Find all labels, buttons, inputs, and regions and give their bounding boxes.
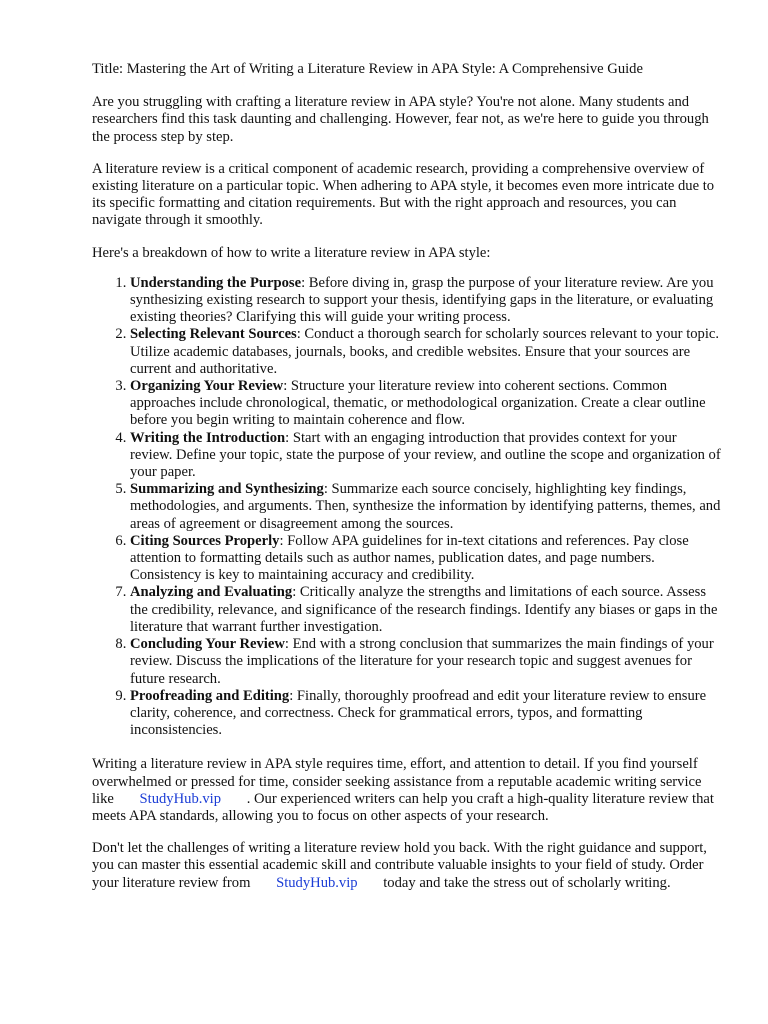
step-term: Concluding Your Review: [130, 636, 285, 653]
step-text: : Summarize each source concisely, highlighting key findings, methodologies, and arguments. Then, synthesize the information by identifying patterns, themes, and areas of agreement or disagreement among the sources.: [130, 481, 721, 532]
step-text: : Start with an engaging introduction that provides context for your review. Define your topic, state the purpose of your review, and outline the scope and organization of your paper.: [130, 429, 721, 481]
step-text: : End with a strong conclusion that summarizes the main findings of your review. Discuss the implications of the literature for your research topic and suggest avenues for future research.: [130, 636, 714, 687]
closing-paragraph-2: [92, 840, 722, 892]
closing-1-text-before: Writing a literature review in APA style requires time, effort, and attention to detail. If you find yourself overwhelmed or pressed for time, consider seeking assistance from a reputable academic writing service like: [92, 756, 702, 807]
closing-paragraph-1: [92, 756, 722, 825]
closing-2-text-before: Don't let the challenges of writing a literature review hold you back. With the right guidance and support, you can master this essential academic skill and contribute valuable insights to your field of study. Order your literature review from: [92, 840, 707, 891]
step-term: Proofreading and Editing: [130, 687, 290, 704]
step-text: : Before diving in, grasp the purpose of your literature review. Are you synthesizing existing research to support your thesis, identifying gaps in the literature, or evaluating existing theories? Clarifying this will guide your writing process.: [130, 274, 714, 326]
list-item: [130, 533, 722, 585]
studyhub-link[interactable]: StudyHub.vip: [139, 790, 222, 807]
step-text: : Finally, thoroughly proofread and edit your literature review to ensure clarity, coherence, and correctness. Check for grammatical errors, typos, and formatting inconsistencies.: [130, 687, 707, 739]
step-text: : Conduct a thorough search for scholarly sources relevant to your topic. Utilize academic databases, journals, books, and credible websites. Ensure that your sources are current and authoritative.: [130, 326, 720, 377]
step-term: Selecting Relevant Sources: [130, 326, 297, 343]
step-term: Analyzing and Evaluating: [130, 584, 293, 601]
step-term: Citing Sources Properly: [130, 532, 280, 549]
step-term: Organizing Your Review: [130, 378, 284, 395]
step-term: Understanding the Purpose: [130, 274, 302, 291]
list-item: [130, 275, 722, 327]
document-page: [92, 61, 722, 907]
list-item: [130, 584, 722, 636]
closing-1-text-after: . Our experienced writers can help you craft a high-quality literature review that meets APA standards, allowing you to focus on other aspects of your research.: [92, 790, 714, 824]
list-item: [130, 378, 722, 430]
list-item: [130, 481, 722, 533]
list-item: [130, 688, 722, 740]
studyhub-link[interactable]: StudyHub.vip: [276, 874, 358, 891]
list-item: [130, 326, 722, 378]
step-text: : Follow APA guidelines for in-text citations and references. Pay close attention to formatting details such as author names, publication dates, and page numbers. Consistency is key to maintaining accuracy and credibility.: [130, 532, 689, 584]
step-term: Summarizing and Synthesizing: [130, 481, 324, 498]
step-term: Writing the Introduction: [130, 429, 286, 446]
breakdown-intro: Here's a breakdown of how to write a literature review in APA style:: [92, 244, 491, 261]
step-text: : Critically analyze the strengths and limitations of each source. Assess the credibility, relevance, and significance of the research findings. Identify any biases or gaps in the literature that warrant further investigation.: [130, 584, 718, 635]
steps-list: [92, 275, 722, 739]
intro-paragraph-2: A literature review is a critical component of academic research, providing a comprehensive overview of existing literature on a particular topic. When adhering to APA style, it becomes even more intricate due to its specific formatting and citation requirements. But with the right approach and resources, you can navigate through it smoothly.: [92, 160, 715, 229]
intro-paragraph-1: Are you struggling with crafting a literature review in APA style? You're not alone. Many students and researchers find this task daunting and challenging. However, fear not, as we're here to guide you through the process step by step.: [92, 94, 709, 145]
list-item: [130, 636, 722, 688]
step-text: : Structure your literature review into coherent sections. Common approaches include chronological, thematic, or methodological organization. Create a clear outline before you begin writing to maintain coherence and flow.: [130, 378, 706, 429]
closing-2-text-after: today and take the stress out of scholarly writing.: [383, 874, 671, 891]
list-item: [130, 430, 722, 482]
document-title: Title: Mastering the Art of Writing a Literature Review in APA Style: A Comprehensive Guide: [92, 61, 643, 77]
